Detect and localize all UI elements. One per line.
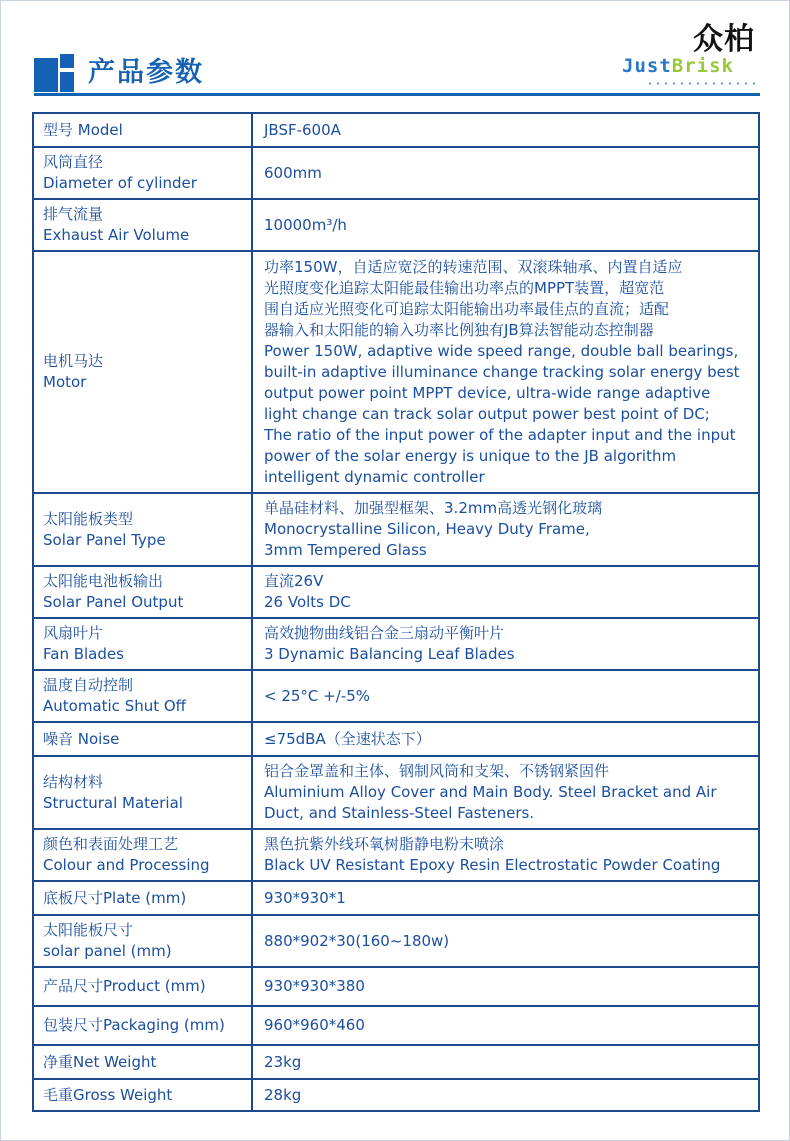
- spec-key-text: Structural Material: [43, 793, 183, 812]
- spec-value-cell: [252, 967, 759, 1006]
- table-row: [33, 199, 759, 251]
- spec-key-text: 太阳能板尺寸: [43, 921, 134, 939]
- brand-logo-cn: 众柏: [693, 22, 755, 57]
- spec-value-text: 10000m³/h: [264, 215, 347, 234]
- spec-value-cell: [252, 829, 759, 881]
- spec-key-text: Colour and Processing: [43, 856, 210, 874]
- spec-key-text: 电机马达: [43, 352, 104, 370]
- spec-value-text: 28kg: [264, 1085, 302, 1104]
- spec-table: [32, 112, 760, 1112]
- table-row: [33, 915, 759, 967]
- spec-key-text: Diameter of cylinder: [43, 174, 197, 192]
- spec-key-text: 温度自动控制: [43, 676, 134, 694]
- spec-key-cell: [33, 113, 252, 147]
- section-logo-icon: [34, 54, 74, 92]
- spec-key-text: 太阳能板类型: [43, 509, 134, 528]
- spec-key-text: 底板尺寸Plate (mm): [43, 888, 187, 907]
- spec-value-cell: [252, 251, 759, 493]
- table-row: [33, 566, 759, 618]
- table-row: [33, 618, 759, 670]
- spec-key-cell: [33, 566, 252, 618]
- spec-value-text: 铝合金罩盖和主体、钢制风筒和支架、不锈钢紧固件: [264, 762, 610, 780]
- spec-value-text: 功率150W，自适应宽泛的转速范围、双滚珠轴承、内置自适应: [264, 257, 683, 276]
- table-row: [33, 147, 759, 199]
- spec-value-text: 3mm Tempered Glass: [264, 541, 427, 559]
- spec-value-text: 600mm: [264, 163, 322, 182]
- spec-key-cell: [33, 722, 252, 756]
- spec-value-text: 围自适应光照变化可追踪太阳能输出功率最佳点的直流；适配: [264, 299, 670, 318]
- spec-table-body: [33, 113, 759, 1111]
- spec-key-cell: [33, 670, 252, 722]
- spec-key-text: 噪音 Noise: [43, 729, 120, 748]
- spec-value-text: JBSF-600A: [264, 120, 341, 139]
- spec-key-cell: [33, 147, 252, 199]
- spec-value-text: Black UV Resistant Epoxy Resin Electrostatic Powder Coating: [264, 856, 721, 874]
- spec-key-cell: [33, 915, 252, 967]
- spec-key-cell: [33, 829, 252, 881]
- spec-key-text: 风筒直径: [43, 153, 104, 171]
- spec-key-cell: [33, 967, 252, 1006]
- spec-value-cell: [252, 618, 759, 670]
- spec-key-text: 型号 Model: [43, 120, 123, 139]
- spec-key-text: Automatic Shut Off: [43, 697, 187, 715]
- brand-logo-en: [622, 55, 734, 77]
- spec-key-cell: [33, 1006, 252, 1045]
- table-row: [33, 829, 759, 881]
- spec-value-text: 930*930*1: [264, 888, 346, 907]
- table-row: [33, 493, 759, 566]
- spec-key-cell: [33, 251, 252, 493]
- table-row: [33, 881, 759, 915]
- spec-value-text: 930*930*380: [264, 977, 365, 995]
- spec-value-text: intelligent dynamic controller: [264, 467, 485, 486]
- table-row: [33, 756, 759, 829]
- spec-value-text: Monocrystalline Silicon, Heavy Duty Frame,: [264, 520, 590, 538]
- spec-key-text: 颜色和表面处理工艺: [43, 835, 179, 853]
- table-row: [33, 967, 759, 1006]
- spec-value-text: 高效抛物曲线铝合金三扇动平衡叶片: [264, 624, 505, 642]
- spec-key-cell: [33, 1045, 252, 1079]
- spec-key-cell: [33, 199, 252, 251]
- spec-value-cell: [252, 915, 759, 967]
- spec-value-cell: [252, 493, 759, 566]
- spec-key-text: 风扇叶片: [43, 624, 104, 642]
- spec-value-cell: [252, 147, 759, 199]
- brand-en-part1: Just: [622, 55, 672, 77]
- spec-value-text: light change can track solar output power best point of DC;: [264, 404, 710, 423]
- spec-value-text: < 25°C +/-5%: [264, 686, 370, 705]
- spec-key-text: Fan Blades: [43, 645, 124, 663]
- table-row: [33, 670, 759, 722]
- spec-key-text: Solar Panel Output: [43, 593, 184, 611]
- spec-key-text: Exhaust Air Volume: [43, 226, 190, 244]
- spec-key-cell: [33, 618, 252, 670]
- spec-value-cell: [252, 1006, 759, 1045]
- table-row: [33, 113, 759, 147]
- spec-value-cell: [252, 722, 759, 756]
- header-divider: [34, 93, 760, 96]
- spec-value-text: Power 150W, adaptive wide speed range, double ball bearings,: [264, 341, 739, 360]
- spec-value-cell: [252, 881, 759, 915]
- spec-value-text: Duct, and Stainless-Steel Fasteners.: [264, 804, 535, 822]
- spec-key-text: 结构材料: [43, 772, 104, 791]
- spec-value-text: output power point MPPT device, ultra-wide range adaptive: [264, 383, 711, 402]
- table-row: [33, 251, 759, 493]
- spec-value-cell: [252, 1079, 759, 1111]
- spec-value-cell: [252, 756, 759, 829]
- spec-value-text: 23kg: [264, 1052, 302, 1071]
- spec-key-text: Solar Panel Type: [43, 530, 166, 549]
- brand-en-part2: Brisk: [671, 55, 734, 77]
- table-row: [33, 1079, 759, 1111]
- spec-value-text: 直流26V: [264, 572, 324, 590]
- table-row: [33, 1045, 759, 1079]
- spec-value-text: 器输入和太阳能的输入功率比例独有JB算法智能动态控制器: [264, 320, 654, 339]
- spec-value-text: 3 Dynamic Balancing Leaf Blades: [264, 645, 515, 663]
- spec-value-text: 880*902*30(160~180w): [264, 931, 450, 950]
- spec-value-text: 单晶硅材料、加强型框架、3.2mm高透光钢化玻璃: [264, 499, 603, 517]
- spec-key-text: 毛重Gross Weight: [43, 1085, 173, 1104]
- spec-key-text: Motor: [43, 373, 87, 391]
- spec-value-cell: [252, 199, 759, 251]
- spec-value-cell: [252, 1045, 759, 1079]
- spec-value-text: 960*960*460: [264, 1016, 365, 1034]
- spec-value-text: 光照度变化追踪太阳能最佳输出功率点的MPPT装置，超宽范: [264, 278, 665, 297]
- table-row: [33, 722, 759, 756]
- spec-value-text: ≤75dBA（全速状态下）: [264, 729, 431, 748]
- spec-value-text: 黑色抗紫外线环氧树脂静电粉末喷涂: [264, 835, 505, 853]
- spec-key-text: 包装尺寸Packaging (mm): [43, 1016, 225, 1034]
- spec-key-cell: [33, 881, 252, 915]
- spec-value-cell: [252, 566, 759, 618]
- spec-key-text: solar panel (mm): [43, 942, 172, 960]
- spec-key-cell: [33, 1079, 252, 1111]
- spec-value-text: 26 Volts DC: [264, 593, 351, 611]
- spec-value-cell: [252, 113, 759, 147]
- spec-value-text: power of the solar energy is unique to the JB algorithm: [264, 446, 677, 465]
- spec-value-cell: [252, 670, 759, 722]
- spec-value-text: The ratio of the input power of the adapter input and the input: [264, 425, 736, 444]
- spec-key-cell: [33, 756, 252, 829]
- page-title: 产品参数: [88, 57, 204, 88]
- spec-key-text: 排气流量: [43, 205, 104, 223]
- table-row: [33, 1006, 759, 1045]
- spec-key-cell: [33, 493, 252, 566]
- brand-dots-divider: [646, 82, 758, 85]
- spec-value-text: built-in adaptive illuminance change tracking solar energy best: [264, 362, 740, 381]
- spec-key-text: 净重Net Weight: [43, 1052, 157, 1071]
- spec-value-text: Aluminium Alloy Cover and Main Body. Steel Bracket and Air: [264, 783, 717, 801]
- spec-key-text: 产品尺寸Product (mm): [43, 977, 206, 995]
- spec-key-text: 太阳能电池板输出: [43, 572, 164, 590]
